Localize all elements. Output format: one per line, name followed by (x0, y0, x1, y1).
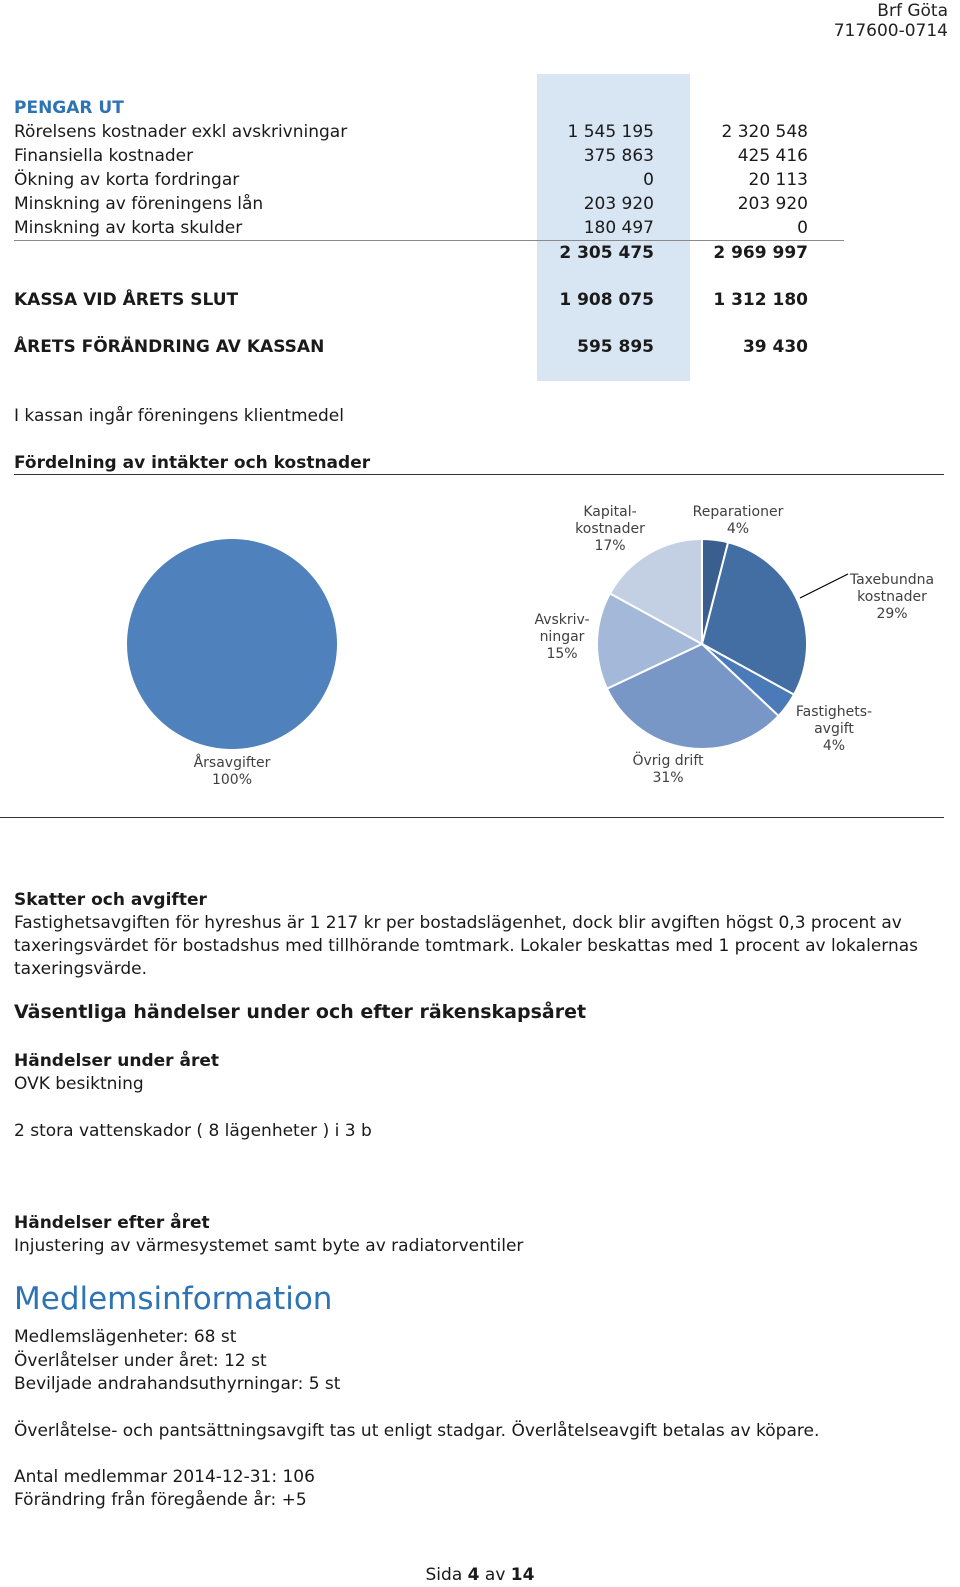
pie-leader-line (800, 574, 848, 598)
pie-label-reparationer: Reparationer (692, 504, 784, 520)
pie-pct-reparationer: 4% (726, 521, 750, 537)
fordelning-title: Fördelning av intäkter och kostnader (14, 453, 371, 473)
under-aret-item: OVK besiktning (14, 1074, 144, 1094)
pie-pct-kapitalkostnader: 17% (594, 538, 626, 554)
table-row (14, 168, 844, 192)
kostnader-pie-chart (534, 504, 934, 786)
row-value-previous: 20 113 (748, 170, 808, 190)
pie-slice-arsavgifter (127, 539, 337, 749)
row-value-current: 180 497 (583, 218, 654, 238)
org-name: Brf Göta (877, 1, 948, 21)
distribution-charts (0, 480, 960, 820)
pie-label-avskrivningar: Avskriv- (534, 612, 590, 628)
avgift-note: Överlåtelse- och pantsättningsavgift tas ut enligt stadgar. Överlåtelseavgift betalas av köpare. (14, 1421, 820, 1441)
page-footer: Sida 4 av 14 (425, 1565, 535, 1585)
row-label: Minskning av föreningens lån (14, 194, 264, 214)
total-row (14, 241, 844, 265)
total-current: 2 305 475 (559, 243, 654, 263)
table-row (14, 192, 844, 216)
under-aret-item: 2 stora vattenskador ( 8 lägenheter ) i 3 b (14, 1121, 372, 1141)
pie-label-fastighetsavgift: avgift (814, 721, 854, 737)
skatter-line: taxeringsvärde. (14, 959, 148, 979)
pie-label-fastighetsavgift: Fastighets- (795, 704, 873, 720)
intakter-pie-chart (127, 539, 337, 788)
efter-aret-item: Injustering av värmesystemet samt byte av radiatorventiler (14, 1236, 524, 1256)
efter-aret-title: Händelser efter året (14, 1213, 210, 1233)
under-aret-title: Händelser under året (14, 1051, 219, 1071)
pie-pct-arsavgifter: 100% (211, 772, 253, 788)
medlem-line: Medlemslägenheter: 68 st (14, 1327, 237, 1347)
org-number: 717600-0714 (833, 21, 948, 41)
pie-label-kapitalkostnader: Kapital- (583, 504, 637, 520)
antal-medlemmar: Antal medlemmar 2014-12-31: 106 (14, 1467, 315, 1487)
charts-bottom-rule (0, 817, 944, 818)
row-value-current: 1 545 195 (567, 122, 654, 142)
row-value-current: 203 920 (583, 194, 654, 214)
pie-label-kapitalkostnader: kostnader (575, 521, 645, 537)
klientmedel-note: I kassan ingår föreningens klientmedel (14, 406, 344, 426)
medlem-title: Medlemsinformation (14, 1281, 333, 1317)
pie-label-taxebundnakostnader: Taxebundna (849, 572, 935, 588)
row-value-previous: 425 416 (737, 146, 808, 166)
pie-label-avskrivningar: ningar (539, 629, 585, 645)
pie-pct-taxebundnakostnader: 29% (876, 606, 908, 622)
pie-label-övrigdrift: Övrig drift (632, 753, 704, 769)
forandring-row: ÅRETS FÖRÄNDRING AV KASSAN 595 895 39 430 (14, 337, 808, 357)
fordelning-rule (14, 474, 944, 475)
total-previous: 2 969 997 (713, 243, 808, 263)
pie-pct-övrigdrift: 31% (652, 770, 684, 786)
medlem-line: Beviljade andrahandsuthyrningar: 5 st (14, 1374, 341, 1394)
row-label: Rörelsens kostnader exkl avskrivningar (14, 122, 348, 142)
pie-label-arsavgifter: Årsavgifter (193, 755, 271, 771)
skatter-title: Skatter och avgifter (14, 890, 207, 910)
medlem-line: Överlåtelser under året: 12 st (14, 1351, 267, 1371)
vasentliga-title: Väsentliga händelser under och efter räkenskapsåret (14, 1001, 587, 1023)
table-row (14, 144, 844, 168)
row-value-current: 375 863 (583, 146, 654, 166)
pie-pct-fastighetsavgift: 4% (822, 738, 846, 754)
pie-label-taxebundnakostnader: kostnader (857, 589, 927, 605)
kassa-row: KASSA VID ÅRETS SLUT 1 908 075 1 312 180 (14, 290, 808, 310)
skatter-line: Fastighetsavgiften för hyreshus är 1 217 kr per bostadslägenhet, dock blir avgiften högst 0,3 procent av (14, 913, 902, 933)
row-label: Finansiella kostnader (14, 146, 194, 166)
row-value-current: 0 (643, 170, 654, 190)
row-value-previous: 2 320 548 (721, 122, 808, 142)
row-value-previous: 0 (797, 218, 808, 238)
pengar-ut-title: PENGAR UT (14, 98, 124, 118)
row-label: Ökning av korta fordringar (14, 170, 240, 190)
table-row (14, 216, 844, 240)
skatter-line: taxeringsvärdet för bostadshus med tillhörande tomtmark. Lokaler beskattas med 1 procent av lokalernas (14, 936, 919, 956)
row-value-previous: 203 920 (737, 194, 808, 214)
table-row (14, 120, 844, 144)
pie-pct-avskrivningar: 15% (546, 646, 578, 662)
row-label: Minskning av korta skulder (14, 218, 243, 238)
medlem-forandring: Förändring från föregående år: +5 (14, 1490, 307, 1510)
